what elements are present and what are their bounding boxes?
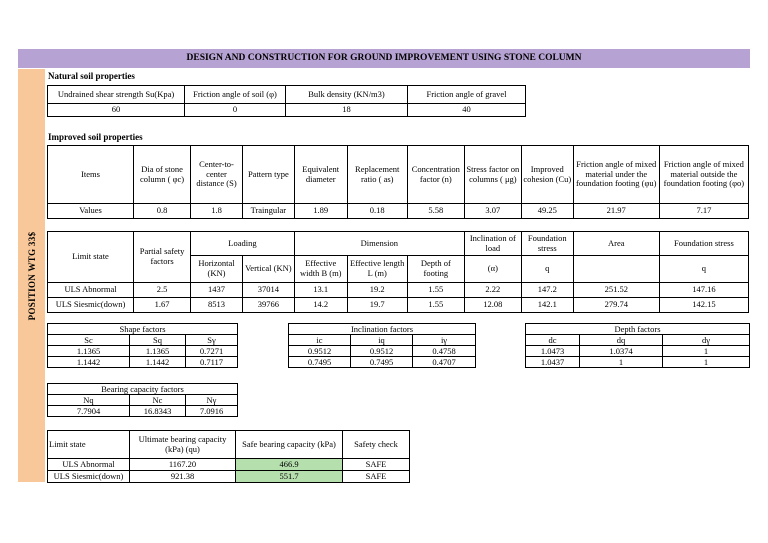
limit-state-table xyxy=(47,231,749,313)
bearing-factors-table xyxy=(47,383,238,417)
improved-soil-table xyxy=(47,145,749,219)
inclination-cell: 0.7495 xyxy=(351,357,413,368)
limit-cell: 251.52 xyxy=(573,283,659,298)
improved-header: Improved cohesion (Cu) xyxy=(521,146,573,204)
improved-heading: Improved soil properties xyxy=(48,132,143,142)
improved-value: 49.25 xyxy=(521,204,573,219)
improved-value: 0.18 xyxy=(347,204,407,219)
limit-cell: 39766 xyxy=(242,298,294,313)
result-header: Limit state xyxy=(48,431,130,459)
improved-header: Items xyxy=(48,146,134,204)
natural-header: Bulk density (KN/m3) xyxy=(286,86,408,104)
bearing-header: Nq xyxy=(48,395,130,406)
limit-subheader xyxy=(573,256,659,283)
shape-factors-table xyxy=(47,323,238,368)
result-cell: ULS Abnormal xyxy=(48,459,130,471)
shape-header: Sγ xyxy=(186,335,238,346)
depth-cell: 1 xyxy=(663,357,750,368)
improved-header: Dia of stone column ( φc) xyxy=(134,146,191,204)
limit-cell: 1437 xyxy=(191,283,243,298)
bearing-title: Bearing capacity factors xyxy=(48,384,238,395)
limit-header: Partial safety factors xyxy=(134,232,191,283)
limit-cell: 2.22 xyxy=(464,283,521,298)
limit-cell: 8513 xyxy=(191,298,243,313)
improved-header: Pattern type xyxy=(242,146,294,204)
shape-title: Shape factors xyxy=(48,324,238,335)
improved-header: Replacement ratio ( as) xyxy=(347,146,407,204)
improved-header: Friction angle of mixed material under the foundation footing (φu) xyxy=(573,146,659,204)
shape-header: Sq xyxy=(130,335,186,346)
shape-cell: 1.1365 xyxy=(48,346,130,357)
limit-cell: 142.15 xyxy=(659,298,748,313)
depth-header: dq xyxy=(580,335,663,346)
improved-value: 7.17 xyxy=(659,204,748,219)
inclination-factors-table xyxy=(288,323,476,368)
inclination-header: ic xyxy=(289,335,351,346)
inclination-cell: 0.9512 xyxy=(351,346,413,357)
natural-header: Undrained shear strength Su(Kpa) xyxy=(48,86,185,104)
result-cell: 921.38 xyxy=(130,471,236,483)
limit-cell: 279.74 xyxy=(573,298,659,313)
natural-value: 0 xyxy=(185,104,286,117)
improved-header: Stress factor on columns ( μg) xyxy=(464,146,521,204)
inclination-header: iq xyxy=(351,335,413,346)
limit-cell: 1.67 xyxy=(134,298,191,313)
inclination-cell: 0.4707 xyxy=(413,357,476,368)
improved-header: Concentration factor (n) xyxy=(407,146,464,204)
limit-subheader: Effective width B (m) xyxy=(294,256,347,283)
depth-header: dc xyxy=(526,335,580,346)
safety-check-cell: SAFE xyxy=(343,459,410,471)
limit-header: Area xyxy=(573,232,659,256)
limit-subheader: Effective length L (m) xyxy=(347,256,407,283)
result-header: Ultimate bearing capacity (kPa) (qu) xyxy=(130,431,236,459)
inclination-cell: 0.7495 xyxy=(289,357,351,368)
limit-cell: 19.7 xyxy=(347,298,407,313)
limit-subheader: Horizontal (KN) xyxy=(191,256,243,283)
limit-subheader: q xyxy=(659,256,748,283)
limit-header: Limit state xyxy=(48,232,134,283)
limit-cell: 13.1 xyxy=(294,283,347,298)
limit-cell: 1.55 xyxy=(407,283,464,298)
shape-cell: 1.1442 xyxy=(130,357,186,368)
improved-value: 1.89 xyxy=(294,204,347,219)
limit-header: Loading xyxy=(191,232,295,256)
inclination-cell: 0.9512 xyxy=(289,346,351,357)
limit-cell: 2.5 xyxy=(134,283,191,298)
natural-value: 18 xyxy=(286,104,408,117)
limit-header: Dimension xyxy=(294,232,464,256)
depth-cell: 1.0473 xyxy=(526,346,580,357)
natural-header: Friction angle of gravel xyxy=(408,86,526,104)
result-header: Safety check xyxy=(343,431,410,459)
improved-value: 1.8 xyxy=(191,204,243,219)
limit-cell: 19.2 xyxy=(347,283,407,298)
limit-subheader: Vertical (KN) xyxy=(242,256,294,283)
limit-subheader: Depth of footing xyxy=(407,256,464,283)
safe-capacity-cell: 551.7 xyxy=(236,471,343,483)
bearing-header: Nc xyxy=(130,395,186,406)
natural-value: 60 xyxy=(48,104,185,117)
natural-heading: Natural soil properties xyxy=(48,71,135,81)
sheet-title: DESIGN AND CONSTRUCTION FOR GROUND IMPROVEMENT USING STONE COLUMN xyxy=(18,49,750,68)
improved-value: 21.97 xyxy=(573,204,659,219)
result-header: Safe bearing capacity (kPa) xyxy=(236,431,343,459)
bearing-cell: 7.7904 xyxy=(48,406,130,417)
improved-value: 3.07 xyxy=(464,204,521,219)
depth-cell: 1 xyxy=(663,346,750,357)
safe-capacity-cell: 466.9 xyxy=(236,459,343,471)
depth-cell: 1.0437 xyxy=(526,357,580,368)
inclination-cell: 0.4758 xyxy=(413,346,476,357)
bearing-cell: 7.0916 xyxy=(186,406,238,417)
limit-cell: 12.08 xyxy=(464,298,521,313)
limit-header: Foundation stress xyxy=(521,232,573,256)
bearing-cell: 16.8343 xyxy=(130,406,186,417)
limit-header: Foundation stress xyxy=(659,232,748,256)
depth-title: Depth factors xyxy=(526,324,750,335)
shape-header: Sc xyxy=(48,335,130,346)
shape-cell: 0.7117 xyxy=(186,357,238,368)
limit-cell: 147.16 xyxy=(659,283,748,298)
limit-cell: 14.2 xyxy=(294,298,347,313)
sidebar-position xyxy=(18,69,45,482)
depth-cell: 1 xyxy=(580,357,663,368)
shape-cell: 0.7271 xyxy=(186,346,238,357)
improved-value: 5.58 xyxy=(407,204,464,219)
improved-header: Friction angle of mixed material outside the foundation footing (φo) xyxy=(659,146,748,204)
limit-cell: ULS Siesmic(down) xyxy=(48,298,134,313)
shape-cell: 1.1365 xyxy=(130,346,186,357)
inclination-header: iγ xyxy=(413,335,476,346)
limit-subheader: q xyxy=(521,256,573,283)
improved-value: 0.8 xyxy=(134,204,191,219)
limit-cell: ULS Abnormal xyxy=(48,283,134,298)
limit-cell: 37014 xyxy=(242,283,294,298)
depth-cell: 1.0374 xyxy=(580,346,663,357)
sidebar-label: POSITION WTG 33$ xyxy=(27,231,37,321)
natural-soil-table xyxy=(47,85,526,117)
natural-header: Friction angle of soil (φ) xyxy=(185,86,286,104)
natural-value: 40 xyxy=(408,104,526,117)
shape-cell: 1.1442 xyxy=(48,357,130,368)
improved-value: Traingular xyxy=(242,204,294,219)
improved-header: Center-to-center distance (S) xyxy=(191,146,243,204)
limit-cell: 1.55 xyxy=(407,298,464,313)
inclination-title: Inclination factors xyxy=(289,324,476,335)
safety-check-cell: SAFE xyxy=(343,471,410,483)
improved-value: Values xyxy=(48,204,134,219)
improved-header: Equivalent diameter xyxy=(294,146,347,204)
result-table xyxy=(47,430,410,483)
limit-cell: 147.2 xyxy=(521,283,573,298)
depth-factors-table xyxy=(525,323,750,368)
bearing-header: Nγ xyxy=(186,395,238,406)
result-cell: ULS Siesmic(down) xyxy=(48,471,130,483)
depth-header: dγ xyxy=(663,335,750,346)
result-cell: 1167.20 xyxy=(130,459,236,471)
limit-header: Inclination of load xyxy=(464,232,521,256)
limit-subheader: (α) xyxy=(464,256,521,283)
limit-cell: 142.1 xyxy=(521,298,573,313)
